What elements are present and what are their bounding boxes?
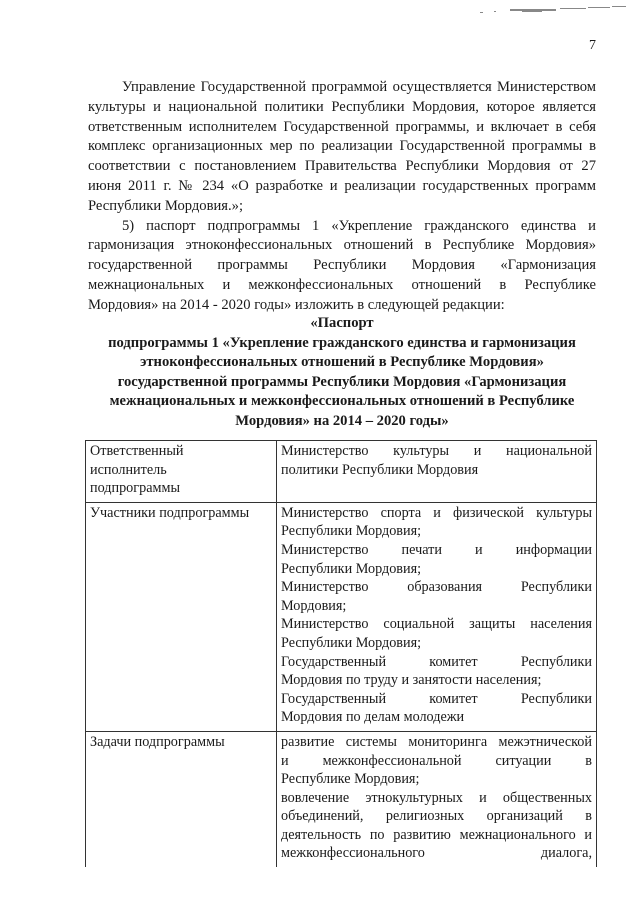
body-text	[88, 78, 596, 316]
title-line: этноконфессиональных отношений в Республике Мордовия»	[140, 354, 544, 371]
scan-artifact	[480, 6, 630, 16]
participants-label: Участники подпрограммы	[86, 502, 277, 731]
title-line: «Паспорт	[310, 315, 374, 331]
title-line: государственной программы Республики Мордовия «Гармонизация	[117, 373, 567, 390]
table-row	[86, 502, 597, 731]
passport-table	[85, 440, 597, 867]
table-row	[86, 731, 597, 867]
title-line: подпрограммы 1 «Укрепление гражданского единства и гармонизация	[108, 334, 576, 351]
title-line: Мордовия» на 2014 – 2020 годы»	[235, 412, 449, 429]
title-line: межнациональных и межконфессиональных отношений в Республике	[109, 393, 575, 410]
paragraph-management: Управление Государственной программой осуществляется Министерством культуры и национальной политики Республики Мордовия, которое является ответственным исполнителем Государственной программы, и включает в себя комплекс организационных мер по реализации Государственной программы в соответствии с постановлением Правительства Республики Мордовия от 27 июня 2011 г. № 234 «О разработке и реализации государственных программ Республики Мордовия.»;	[88, 79, 596, 214]
responsible-label: Ответственный исполнитель подпрограммы	[86, 441, 277, 503]
responsible-value: Министерство культуры и национальной политики Республики Мордовия	[277, 441, 597, 503]
tasks-value: развитие системы мониторинга межэтнической и межконфессиональной ситуации в Республике Мордовия; вовлечение этнокультурных и общественных объединений, религиозных организаций в деятельность по развитию межнационального и межконфессионального диалога,	[277, 731, 597, 867]
tasks-label: Задачи подпрограммы	[86, 731, 277, 867]
page-number: 7	[589, 38, 596, 53]
table-row	[86, 441, 597, 503]
paragraph-item-5: 5) паспорт подпрограммы 1 «Укрепление гражданского единства и гармонизация этноконфессиональных отношений в Республике Мордовия» государственной программы Республики Мордовия «Гармонизация межнациональных и межконфессиональных отношений в Республике Мордовия» на 2014 - 2020 годы» изложить в следующей редакции:	[88, 217, 596, 313]
participants-value: Министерство спорта и физической культуры Республики Мордовия; Министерство печати и информации Республики Мордовия; Министерство образования Республики Мордовия; Министерство социальной защиты населения Республики Мордовия; Государственный комитет Республики Мордовия по труду и занятости населения; Государственный комитет Республики Мордовия по делам молодежи	[277, 502, 597, 731]
passport-title	[80, 314, 604, 432]
